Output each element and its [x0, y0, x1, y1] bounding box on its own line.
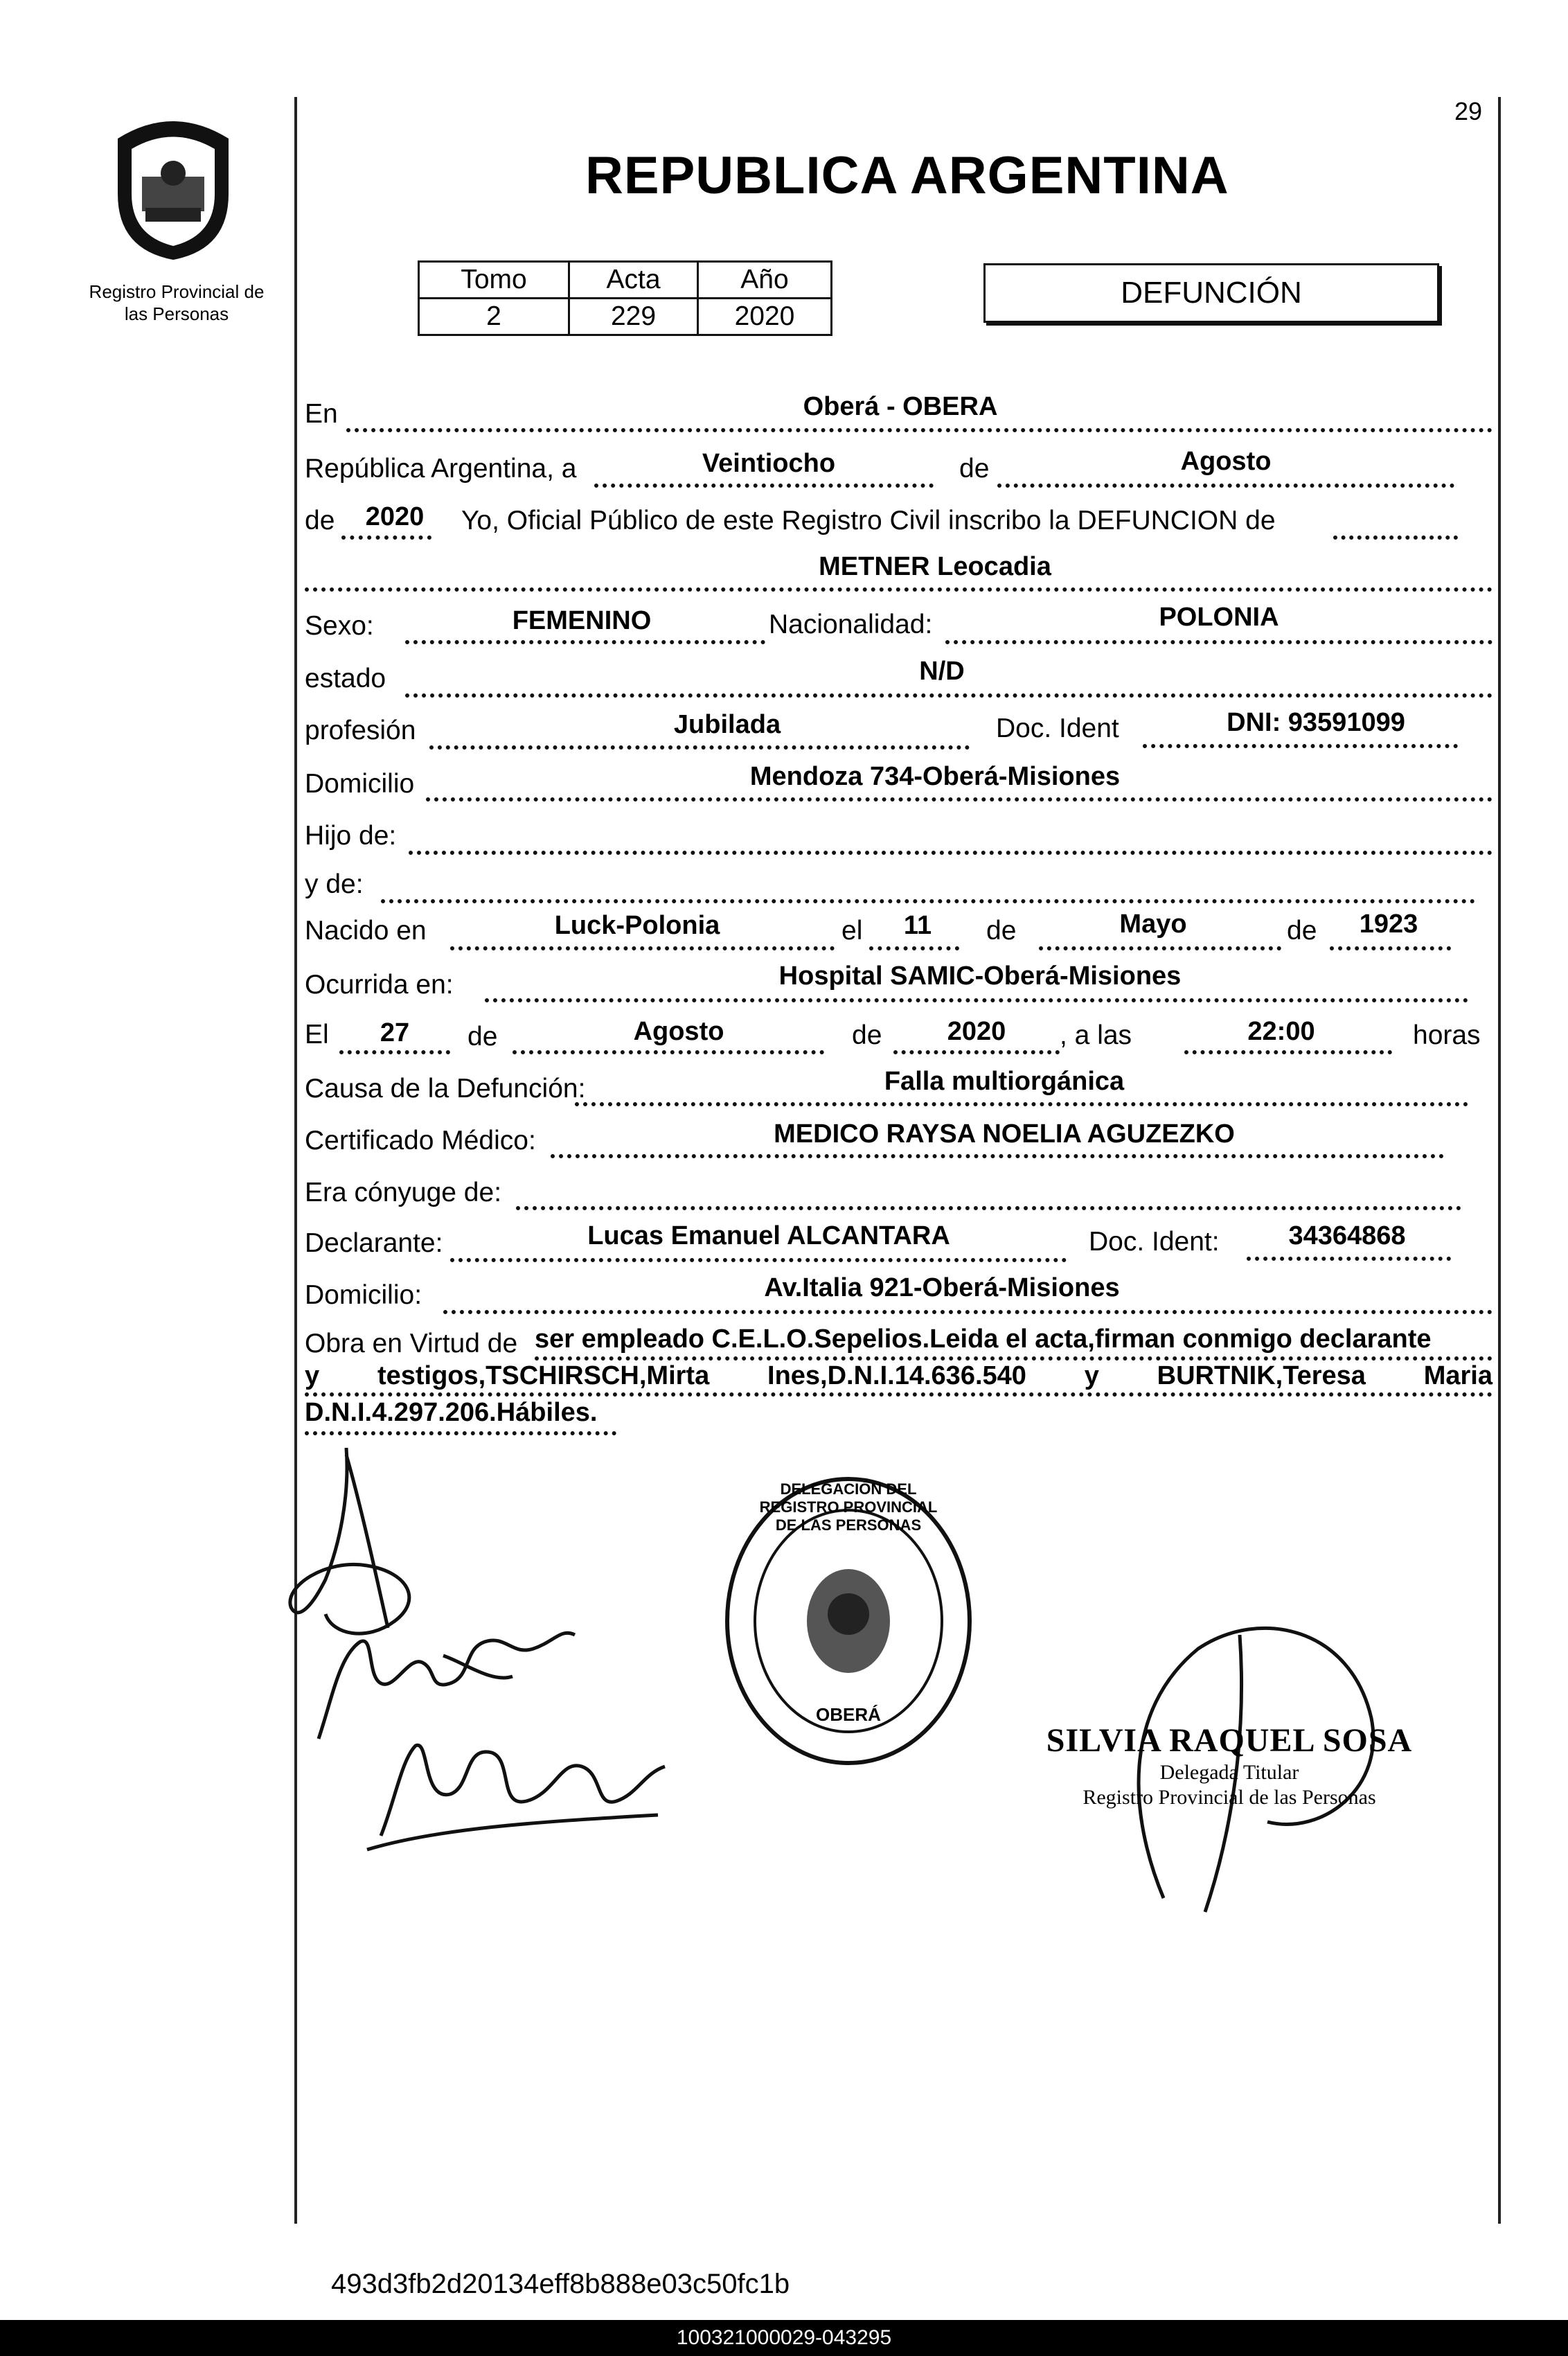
birth-day-dotted-line: [869, 942, 959, 950]
domicilio2-dotted-line: [443, 1306, 1493, 1314]
death-time-dotted-line: [1184, 1046, 1392, 1054]
de5-label: de: [467, 1022, 498, 1052]
el-label: el: [841, 916, 863, 946]
birth-month-value: Mayo: [1119, 910, 1187, 939]
acta-value-ano: 2020: [698, 299, 832, 335]
horas-label: horas: [1413, 1020, 1481, 1050]
nacido-dotted-line: [450, 942, 835, 950]
logo-caption-line2: las Personas: [124, 303, 229, 324]
provincial-logo: [104, 111, 242, 263]
ocurrida-dotted-line: [485, 994, 1468, 1002]
footer-code: 100321000029-043295: [0, 2320, 1568, 2356]
right-margin-line: [1498, 97, 1501, 2224]
registry-seal: [720, 1472, 977, 1770]
estado-value: N/D: [919, 657, 965, 686]
acta-table-value-row: [419, 299, 832, 335]
conyuge-label: Era cónyuge de:: [305, 1178, 502, 1207]
estado-label: estado: [305, 664, 386, 693]
obra-line1-dotted-line: [535, 1352, 1493, 1361]
death-time-value: 22:00: [1247, 1017, 1315, 1046]
statement-dotted-line: [1333, 531, 1458, 540]
name-dotted-line: [305, 583, 1493, 592]
de2-label: de: [305, 506, 335, 535]
de6-label: de: [852, 1020, 882, 1050]
birth-day-value: 11: [903, 911, 932, 940]
acta-table: [418, 260, 832, 336]
certificado-value: MEDICO RAYSA NOELIA AGUZEZKO: [774, 1119, 1235, 1149]
certificado-dotted-line: [551, 1150, 1444, 1158]
obra-line2-word: y: [305, 1361, 320, 1390]
sexo-dotted-line: [405, 636, 765, 644]
left-margin-line: [294, 97, 297, 2224]
de3-label: de: [986, 916, 1017, 946]
page-number: 29: [1454, 97, 1483, 125]
death-month-dotted-line: [513, 1046, 824, 1054]
domicilio2-label: Domicilio:: [305, 1280, 422, 1310]
page-title: REPUBLICA ARGENTINA: [585, 146, 1229, 205]
official-role: Delegada Titular: [1159, 1761, 1299, 1784]
certificado-label: Certificado Médico:: [305, 1126, 536, 1155]
doc-ident2-value: 34364868: [1288, 1221, 1406, 1250]
nacido-value: Luck-Polonia: [554, 911, 720, 940]
obra-line2-word: BURTNIK,Teresa: [1157, 1361, 1366, 1390]
domicilio-label: Domicilio: [305, 769, 415, 799]
logo-caption-line1: Registro Provincial de: [89, 281, 265, 302]
acta-table-header-row: [419, 262, 832, 299]
month-value: Agosto: [1180, 447, 1272, 476]
de-label: de: [959, 454, 990, 484]
death-year-dotted-line: [893, 1046, 1060, 1054]
year-dotted-line: [341, 531, 431, 540]
doc-ident-value: DNI: 93591099: [1227, 708, 1405, 737]
obra-line2-word: testigos,TSCHIRSCH,Mirta: [377, 1361, 710, 1390]
obra-label: Obra en Virtud de: [305, 1329, 518, 1358]
republica-label: República Argentina, a: [305, 454, 577, 484]
profesion-value: Jubilada: [673, 710, 781, 739]
doc-type-box: DEFUNCIÓN: [983, 263, 1439, 323]
nacionalidad-label: Nacionalidad:: [769, 610, 933, 639]
sexo-value: FEMENINO: [512, 606, 652, 635]
document-hash: 493d3fb2d20134eff8b888e03c50fc1b: [331, 2269, 790, 2299]
statement-text: Yo, Oficial Público de este Registro Civil inscribo la DEFUNCION de: [461, 506, 1276, 535]
day-dotted-line: [594, 479, 934, 488]
estado-dotted-line: [405, 689, 1493, 698]
profesion-label: profesión: [305, 716, 416, 745]
year-value: 2020: [365, 502, 425, 531]
de4-label: de: [1287, 916, 1317, 946]
alas-label: , a las: [1060, 1020, 1132, 1050]
obra-line2-word: y: [1084, 1361, 1099, 1390]
en-label: En: [305, 399, 338, 429]
ocurrida-value: Hospital SAMIC-Oberá-Misiones: [778, 962, 1182, 991]
obra-line2: [305, 1361, 1493, 1391]
acta-value-tomo: 2: [419, 299, 569, 335]
hijo-label: Hijo de:: [305, 821, 397, 851]
obra-line2-word: Ines,D.N.I.14.636.540: [767, 1361, 1026, 1390]
en-dotted-line: [346, 424, 1493, 432]
death-day-value: 27: [380, 1018, 410, 1047]
doc-ident-label: Doc. Ident: [996, 714, 1119, 743]
seal-ring-text: DELEGACIÓN DEL REGISTRO PROVINCIAL DE LAS PERSONAS: [759, 1480, 938, 1534]
birth-month-dotted-line: [1039, 942, 1281, 950]
name-value: METNER Leocadia: [819, 552, 1051, 581]
acta-header-tomo: Tomo: [419, 262, 569, 299]
month-dotted-line: [997, 479, 1454, 488]
sexo-label: Sexo:: [305, 611, 374, 641]
declarante-value: Lucas Emanuel ALCANTARA: [587, 1221, 950, 1250]
en-value: Oberá - OBERA: [803, 392, 998, 421]
birth-year-dotted-line: [1330, 942, 1451, 950]
official-name: SILVIA RAQUEL SOSA: [1046, 1722, 1413, 1759]
hijo-dotted-line: [409, 847, 1493, 855]
ocurrida-label: Ocurrida en:: [305, 970, 454, 1000]
obra-line3-dotted-line: [305, 1427, 616, 1435]
official-org: Registro Provincial de las Personas: [1083, 1786, 1376, 1809]
death-month-value: Agosto: [633, 1017, 724, 1046]
acta-value-acta: 229: [569, 299, 698, 335]
causa-label: Causa de la Defunción:: [305, 1074, 586, 1104]
birth-year-value: 1923: [1359, 910, 1418, 939]
nacionalidad-dotted-line: [945, 636, 1493, 644]
seal-city: OBERÁ: [816, 1704, 881, 1725]
domicilio-dotted-line: [426, 793, 1493, 801]
day-value: Veintiocho: [702, 449, 836, 478]
yde-dotted-line: [381, 895, 1475, 903]
doc-ident2-dotted-line: [1247, 1252, 1451, 1261]
obra-line3: D.N.I.4.297.206.Hábiles.: [305, 1398, 598, 1427]
declarante-label: Declarante:: [305, 1228, 443, 1258]
obra-line2-word: Maria: [1423, 1361, 1493, 1390]
nacionalidad-value: POLONIA: [1159, 603, 1279, 632]
causa-dotted-line: [575, 1098, 1468, 1106]
logo-caption: [76, 281, 277, 325]
obra-line2-dotted-line: [305, 1388, 1493, 1397]
el2-label: El: [305, 1020, 329, 1049]
domicilio2-value: Av.Italia 921-Oberá-Misiones: [764, 1273, 1120, 1302]
causa-value: Falla multiorgánica: [884, 1067, 1125, 1096]
conyuge-dotted-line: [516, 1202, 1461, 1210]
signature-witness-2: [353, 1718, 672, 1857]
declarante-dotted-line: [450, 1254, 1067, 1262]
acta-header-ano: Año: [698, 262, 832, 299]
obra-line1: ser empleado C.E.L.O.Sepelios.Leida el acta,firman conmigo declarante: [535, 1325, 1432, 1354]
yde-label: y de:: [305, 869, 364, 899]
official-stamp: [1035, 1721, 1423, 1809]
nacido-label: Nacido en: [305, 916, 427, 946]
doc-ident-dotted-line: [1143, 740, 1458, 748]
profesion-dotted-line: [429, 741, 970, 750]
domicilio-value: Mendoza 734-Oberá-Misiones: [749, 762, 1121, 791]
acta-header-acta: Acta: [569, 262, 698, 299]
death-year-value: 2020: [947, 1017, 1006, 1046]
doc-ident2-label: Doc. Ident:: [1089, 1227, 1220, 1257]
